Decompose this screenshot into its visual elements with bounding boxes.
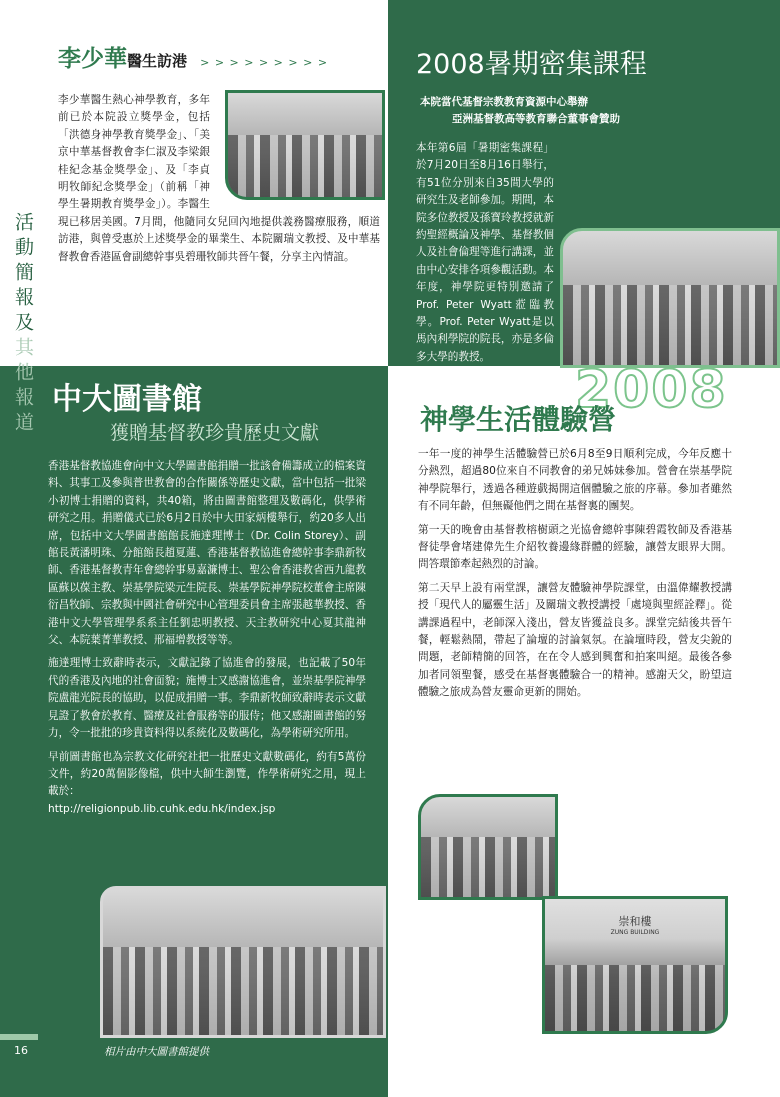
- library-subtitle: 獲贈基督教珍貴歷史文獻: [110, 422, 320, 444]
- building-sign: [545, 913, 725, 936]
- organizer-line-1: 本院當代基督宗教教育資源中心舉辦: [420, 96, 588, 108]
- camp-year-outline: 2008: [575, 360, 728, 420]
- library-title: 中大圖書館: [52, 382, 202, 417]
- dr-lee-arrows: > > > > > > > > >: [200, 56, 329, 69]
- summer-course-title: 2008暑期密集課程: [416, 49, 647, 80]
- building-sign-en: ZUNG BUILDING: [610, 929, 660, 936]
- organizer-line-2: 亞洲基督教高等教育聯合董事會贊助: [452, 113, 620, 125]
- camp-photo-building: [542, 896, 728, 1034]
- camp-paragraph-2: 第一天的晚會由基督教榕樹頭之光協會總幹事陳碧霞牧師及香港基督徒學會堵建偉先生介紹牧養邊緣群體的經驗，讓營友眼界大開。問答環節牽起熱烈的討論。: [418, 523, 732, 571]
- building-sign-zh: 崇和樓: [618, 915, 652, 928]
- camp-paragraph-3: 第二天早上設有兩堂課，讓營友體驗神學院課堂，由溫偉耀教授講授「現代人的屬靈生活」及關瑞文教授講授「處境與聖經詮釋」。從講課過程中，老師深入淺出，營友皆獲益良多。課堂完結後共晉午餐，輕鬆熱鬧，帶起了論壇的討論氣氛。在論壇時段，營友尖銳的問題，老師精簡的回答，在在令人感到興奮和拍案叫絕。最後各參加者同領聖餐，感受在基督裏體驗合一的精神。感謝天父，盼望這體驗之旅成為營友靈命更新的開始。: [418, 581, 732, 699]
- page-number-bar: [0, 1034, 38, 1040]
- camp-title: 神學生活體驗營: [420, 403, 617, 436]
- dr-lee-name: 李少華: [58, 46, 127, 72]
- library-paragraph-1: 香港基督教協進會向中文大學圖書館捐贈一批該會備籌成立的檔案資料、其事工及參與普世教會的合作關係等歷史文獻，當中包括一批梁小初博士捐贈的資料，共40箱，將由圖書館整理及數碼化，供學術研究之用。捐贈儀式已於6月2日於中大田家炳樓舉行，約20多人出席，包括中文大學圖書館館長施達理博士（Dr. Colin Storey）、副館長黃潘明珠、分館館長趙夏蓮、香港基督教協進會總幹事李鼎新牧師、香港基督教青年會總幹事易嘉濂博士、聖公會香港教省西九龍教區蘇以葆主教、崇基學院梁元生院長、崇基學院神學院校董會主席陳衍昌牧師、宗教與中國社會研究中心管理委員會主席張越華教授、香港中文大學管理學系系主任劉忠明教授、天主教研究中心夏其龍神父、本院葉菁華教授、邢福增教授等等。: [48, 460, 366, 647]
- dr-lee-title: [58, 40, 328, 73]
- library-paragraph-3: 早前圖書館也為宗教文化研究社把一批歷史文獻數碼化，約有5萬份文件，約20萬個影像檔，供中大師生瀏覽，作學術研究之用，現上載於：: [48, 750, 366, 798]
- library-text: [48, 458, 366, 818]
- summer-course-paragraph: 本年第6屆「暑期密集課程」於7月20日至8月16日舉行，有51位分別來自35間大學的研究生及老師參加。期間，本院多位教授及孫寶玲教授就新約聖經概論及神學、基督教個人及社會倫理等進行講課，並由中心安排各項參觀活動。本年度，神學院更特別邀請了Prof. Peter Wyatt蒞臨教學。Prof. Peter Wyatt是以馬內利學院的院長，亦是多倫多大學的教授。: [416, 142, 554, 363]
- side-label-other: 其他報道: [12, 337, 34, 437]
- camp-paragraph-1: 一年一度的神學生活體驗營已於6月8至9日順利完成，今年反應十分熱烈，超過80位來自不同教會的弟兄姊妹參加。營會在崇基學院神學院舉行，透過各種遊戲揭開這個體驗之旅的序幕。參加者雖然有不同年齡，但無礙他們之間在基督裏的團契。: [418, 448, 732, 513]
- library-photo: [100, 886, 386, 1038]
- dr-lee-suffix: 醫生訪港: [127, 52, 188, 70]
- page-number: 16: [14, 1044, 28, 1057]
- dr-lee-paragraph: 李少華醫生熱心神學教育，多年前已於本院設立獎學金，包括「洪德身神學教育獎學金」、「美京中華基督教會李仁淑及李梁銀桂紀念基金獎學金」、及「李貞明牧師紀念獎學金」（前稱「神學生暑期教育獎學金」）。李醫生現已移居美國。7月間，他隨同女兒回內地提供義務醫療服務，順道訪港，與曾受惠於上述獎學金的畢業生、本院關瑞文教授、及中華基督教會香港區會副總幹事吳碧珊牧師共晉午餐，分享主內情誼。: [58, 94, 380, 263]
- library-paragraph-2: 施達理博士致辭時表示，文獻記錄了協進會的發展，也記載了50年代的香港及內地的社會面貌；施博士又感謝協進會，並崇基學院神學院盧龍光院長的協助，以促成捐贈一事。李鼎新牧師致辭時表示文獻見證了教會於教育、醫療及社會服務等的服侍；他又感謝圖書館的努力，令一批批的珍貴資料得以系統化及數碼化，為學術研究所用。: [48, 657, 366, 740]
- dr-lee-text: [58, 92, 380, 332]
- summer-course-text: [416, 140, 756, 370]
- side-label-main: 活動簡報及: [12, 212, 34, 337]
- camp-photo-classroom: [418, 794, 558, 900]
- side-label: [13, 212, 33, 437]
- summer-course-organizer: [420, 94, 760, 128]
- library-url-link[interactable]: http://religionpub.lib.cuhk.edu.hk/index.jsp: [48, 802, 276, 815]
- camp-text: [418, 446, 732, 708]
- library-photo-caption: 相片由中大圖書館提供: [104, 1046, 209, 1058]
